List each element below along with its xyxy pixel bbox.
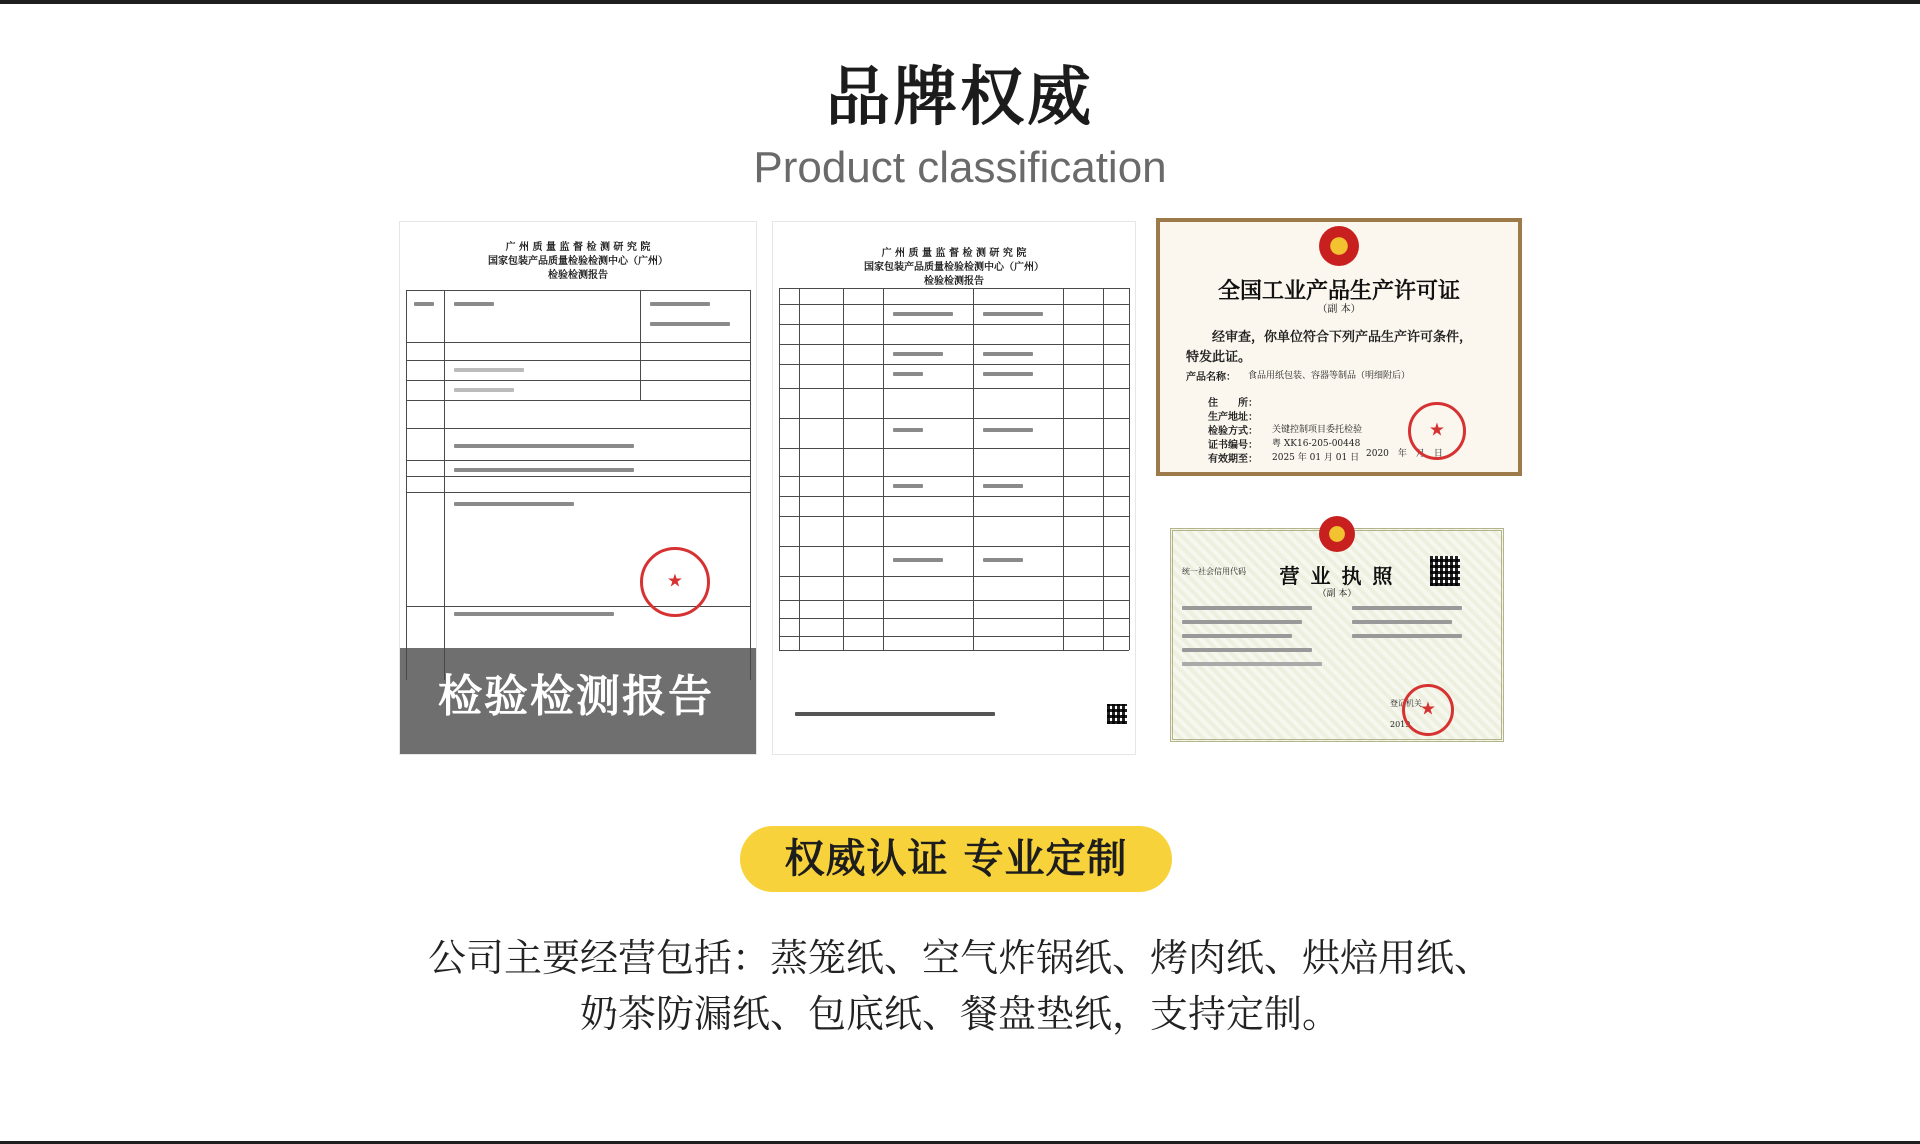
permit-issue-date: 2020 年 月 日	[1366, 449, 1443, 459]
permit-title: 全国工业产品生产许可证	[1217, 279, 1460, 304]
report-doc-title: 检验检测报告	[548, 270, 608, 281]
certification-badge: 权威认证 专业定制	[740, 826, 1172, 892]
permit-seal-icon	[1408, 402, 1466, 460]
report-overlay-label: 检验检测报告	[438, 671, 714, 722]
license-field-line	[1182, 662, 1322, 666]
report-org: 广 州 质 量 监 督 检 测 研 究 院	[505, 242, 651, 253]
report-center: 国家包装产品质量检验检测中心（广州）	[488, 256, 668, 267]
permit-line2: 特发此证。	[1186, 350, 1252, 365]
permit-subtitle: （副 本）	[1317, 304, 1361, 315]
license-field-line	[1352, 634, 1462, 638]
license-field-line	[1352, 606, 1462, 610]
license-qr-code-icon	[1430, 556, 1460, 586]
permit-product-value: 食品用纸包装、容器等制品（明细附后）	[1248, 371, 1411, 381]
license-registrar: 登记机关	[1390, 699, 1422, 708]
permit-cert-no-value: 粤 XK16-205-00448	[1272, 439, 1361, 449]
section-subtitle: Product classification	[753, 143, 1167, 192]
report2-qr-code-icon	[1107, 704, 1127, 724]
inspection-report-image	[399, 221, 757, 755]
license-field-line	[1182, 634, 1292, 638]
production-permit-image	[1156, 218, 1522, 476]
national-emblem-icon	[1319, 226, 1359, 266]
permit-address-label: 住 所：	[1208, 398, 1258, 409]
license-field-line	[1352, 620, 1452, 624]
permit-line1: 经审查，你单位符合下列产品生产许可条件，	[1212, 330, 1473, 345]
license-emblem-icon	[1319, 516, 1355, 552]
license-title: 营 业 执 照	[1279, 564, 1395, 588]
report2-doc-title: 检验检测报告	[924, 276, 984, 287]
report2-org: 广 州 质 量 监 督 检 测 研 究 院	[881, 248, 1027, 259]
section-title: 品牌权威	[826, 61, 1094, 135]
business-license-image	[1152, 498, 1522, 761]
report2-center: 国家包装产品质量检验检测中心（广州）	[864, 262, 1044, 273]
license-code-label: 统一社会信用代码	[1182, 567, 1246, 576]
top-rule	[0, 0, 1920, 4]
report-seal-icon	[640, 547, 710, 617]
report2-signatures	[795, 712, 995, 716]
permit-product-label: 产品名称：	[1186, 372, 1236, 383]
permit-site-label: 生产地址：	[1208, 412, 1258, 423]
business-description-line1: 公司主要经营包括：蒸笼纸、空气炸锅纸、烤肉纸、烘焙用纸、	[427, 936, 1492, 980]
business-description-line2: 奶茶防漏纸、包底纸、餐盘垫纸，支持定制。	[579, 992, 1340, 1036]
license-field-line	[1182, 606, 1312, 610]
license-field-line	[1182, 648, 1312, 652]
permit-cert-no-label: 证书编号：	[1208, 440, 1258, 451]
section-heading	[0, 58, 1920, 196]
license-field-line	[1182, 620, 1302, 624]
inspection-report-table-image	[772, 221, 1136, 755]
license-year: 2019	[1390, 720, 1411, 729]
permit-valid-value: 2025 年 01 月 01 日	[1272, 453, 1360, 463]
permit-inspection-label: 检验方式：	[1208, 426, 1258, 437]
permit-inspection-value: 关键控制项目委托检验	[1272, 425, 1363, 435]
permit-valid-label: 有效期至：	[1208, 454, 1258, 465]
license-seal-icon	[1402, 684, 1454, 736]
license-subtitle: （副 本）	[1317, 589, 1357, 599]
